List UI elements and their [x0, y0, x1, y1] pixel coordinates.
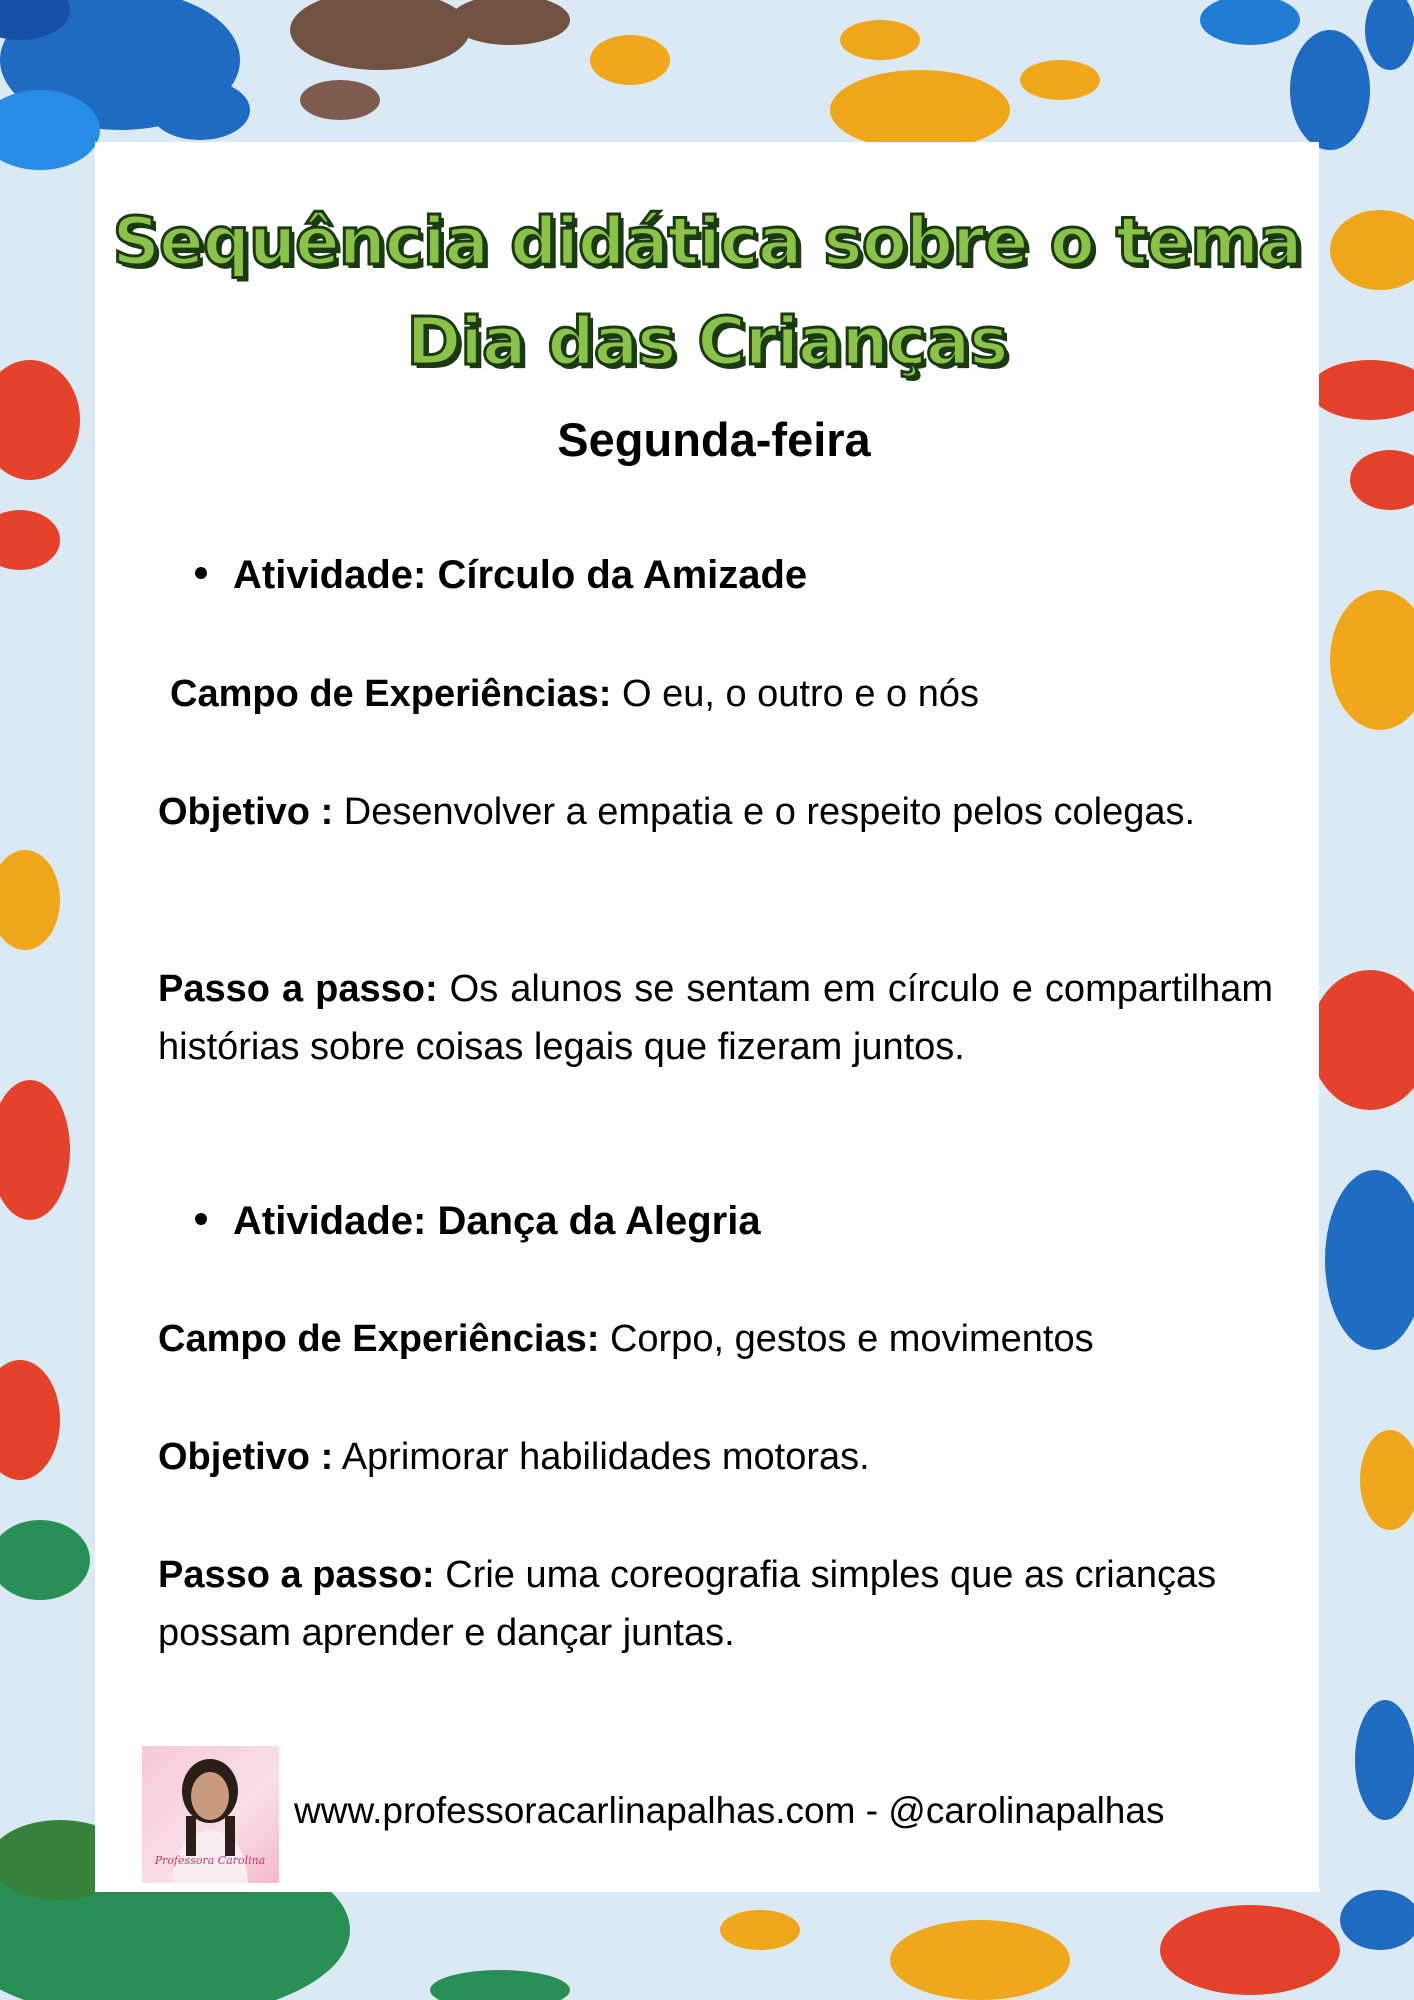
page-title: Sequência didática sobre o tema Dia das Crianças — [112, 203, 1302, 380]
activity-1-campo: Campo de Experiências: O eu, o outro e o nós — [170, 673, 979, 715]
activity-2-objetivo: Objetivo : Aprimorar habilidades motoras. — [158, 1436, 870, 1478]
day-heading: Segunda-feira — [557, 413, 871, 466]
activity-1-objetivo: Objetivo : Desenvolver a empatia e o respeito pelos colegas. — [158, 791, 1196, 833]
activity-1-passo: Passo a passo: Os alunos se sentam em círculo e compartilham histórias sobre coisas legais que fizeram juntos. — [158, 968, 1274, 1068]
bullet-icon — [195, 567, 207, 579]
content-card — [95, 142, 1319, 1892]
activity-2-campo: Campo de Experiências: Corpo, gestos e movimentos — [158, 1318, 1094, 1360]
activity-2-title: Atividade: Dança da Alegria — [195, 1199, 761, 1244]
footer-link-text: www.professoracarlinapalhas.com - @carolinapalhas — [294, 1790, 1165, 1831]
author-avatar — [142, 1746, 279, 1883]
activity-2-passo: Passo a passo: Crie uma coreografia simples que as crianças possam aprender e dançar juntas. — [158, 1554, 1217, 1654]
author-photo-icon — [142, 1746, 279, 1883]
activity-1-title: Atividade: Círculo da Amizade — [195, 553, 807, 598]
bullet-icon — [195, 1213, 207, 1225]
avatar-shirt-text: Professora Carolina — [154, 1854, 266, 1867]
